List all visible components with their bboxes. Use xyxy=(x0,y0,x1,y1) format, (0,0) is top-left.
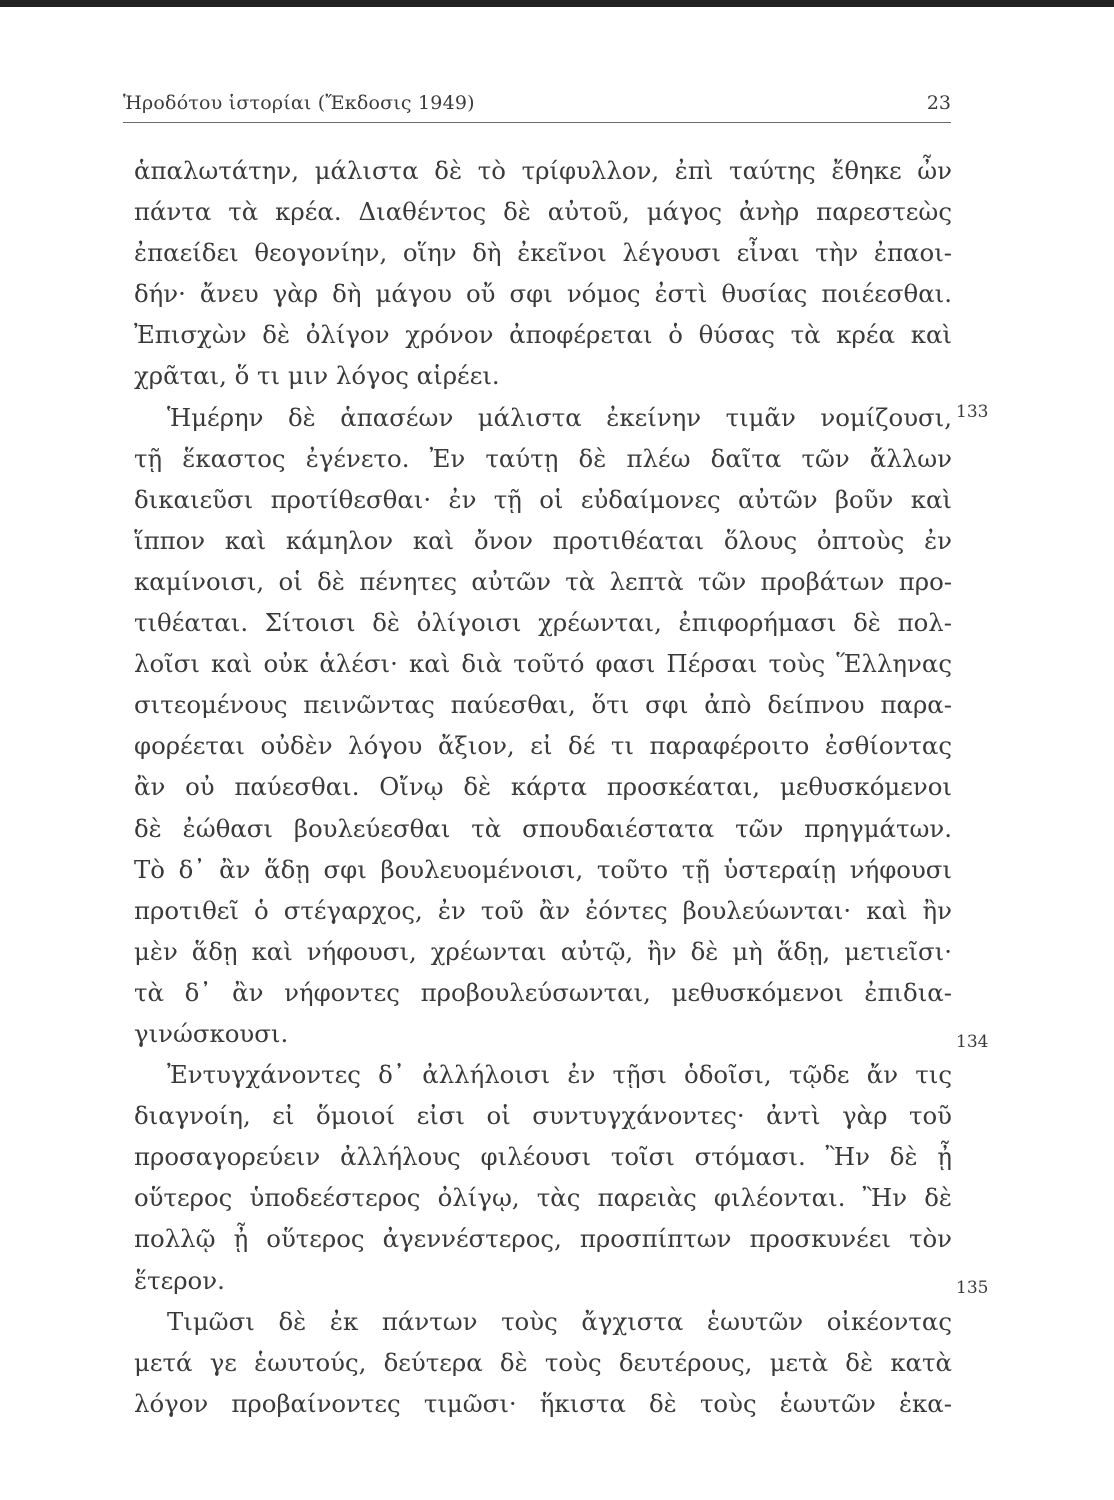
text-line: μετά γε ἑωυτούς, δεύτερα δὲ τοὺς δευτέρους, μετὰ δὲ κατὰ xyxy=(134,1347,952,1377)
text-line: ἵππον καὶ κάμηλον καὶ ὄνον προτιθέαται ὅλους ὀπτοὺς ἐν xyxy=(134,525,952,555)
text-line: Ἐντυγχάνοντες δ᾿ ἀλλήλοισι ἐν τῇσι ὁδοῖσι, τῷδε ἄν τις xyxy=(167,1060,952,1090)
header-title: Ἡροδότου ἱστορίαι (Ἔκδοσις 1949) xyxy=(123,92,475,114)
text-line: λοῖσι καὶ οὐκ ἁλέσι· καὶ διὰ τοῦτό φασι Πέρσαι τοὺς Ἕλληνας xyxy=(134,649,952,679)
text-line: Τιμῶσι δὲ ἐκ πάντων τοὺς ἄγχιστα ἑωυτῶν οἰκέοντας xyxy=(167,1306,952,1336)
text-line: ἕτερον. xyxy=(134,1265,225,1295)
text-line: λόγον προβαίνοντες τιμῶσι· ἥκιστα δὲ τοὺς ἑωυτῶν ἑκα- xyxy=(134,1388,952,1418)
text-line: δικαιεῦσι προτίθεσθαι· ἐν τῇ οἱ εὐδαίμονες αὐτῶν βοῦν καὶ xyxy=(134,484,952,514)
page-number: 23 xyxy=(926,92,951,114)
text-line: χρᾶται, ὅ τι μιν λόγος αἱρέει. xyxy=(134,361,500,391)
text-line: τῇ ἕκαστος ἐγένετο. Ἐν ταύτῃ δὲ πλέω δαῖτα τῶν ἄλλων xyxy=(134,443,952,473)
text-line: ἁπαλωτάτην, μάλιστα δὲ τὸ τρίφυλλον, ἐπὶ ταύτης ἔθηκε ὦν xyxy=(134,156,952,185)
text-line: προσαγορεύειν ἀλλήλους φιλέουσι τοῖσι στόμασι. Ἢν δὲ ᾖ xyxy=(134,1142,952,1172)
text-line: σιτεομένους πεινῶντας παύεσθαι, ὅτι σφι ἀπὸ δείπνου παρα- xyxy=(134,690,952,720)
text-line: προτιθεῖ ὁ στέγαρχος, ἐν τοῦ ἂν ἐόντες βουλεύωνται· καὶ ἢν xyxy=(134,895,952,925)
text-line: τὰ δ᾿ ἂν νήφοντες προβουλεύσωνται, μεθυσκόμενοι ἐπιδια- xyxy=(134,977,952,1007)
text-line: πάντα τὰ κρέα. Διαθέντος δὲ αὐτοῦ, μάγος ἀνὴρ παρεστεὼς xyxy=(134,197,952,227)
text-line: φορέεται οὐδὲν λόγου ἄξιον, εἰ δέ τι παραφέροιτο ἐσθίοντας xyxy=(134,731,952,761)
text-line: ἐπαείδει θεογονίην, οἵην δὴ ἐκεῖνοι λέγουσι εἶναι τὴν ἐπαοι- xyxy=(134,238,952,268)
text-line: μὲν ἅδῃ καὶ νήφουσι, χρέωνται αὐτῷ, ἢν δὲ μὴ ἅδῃ, μετιεῖσι· xyxy=(134,936,952,966)
text-line: καμίνοισι, οἱ δὲ πένητες αὐτῶν τὰ λεπτὰ τῶν προβάτων προ- xyxy=(134,566,952,596)
section-number: 134 xyxy=(956,1032,989,1052)
scan-top-edge xyxy=(0,0,1114,7)
section-number: 133 xyxy=(956,402,989,422)
running-header xyxy=(123,92,951,123)
text-line: δήν· ἄνευ γὰρ δὴ μάγου οὔ σφι νόμος ἐστὶ θυσίας ποιέεσθαι. xyxy=(134,279,952,309)
text-line: δὲ ἐώθασι βουλεύεσθαι τὰ σπουδαιέστατα τῶν πρηγμάτων. xyxy=(134,813,952,843)
text-line: τιθέαται. Σίτοισι δὲ ὀλίγοισι χρέωνται, ἐπιφορήμασι δὲ πολ- xyxy=(134,608,952,638)
section-number: 135 xyxy=(956,1278,989,1298)
text-line: Ἐπισχὼν δὲ ὀλίγον χρόνον ἀποφέρεται ὁ θύσας τὰ κρέα καὶ xyxy=(134,320,952,350)
text-line: γινώσκουσι. xyxy=(134,1018,289,1048)
text-line: Ἡμέρην δὲ ἁπασέων μάλιστα ἐκείνην τιμᾶν νομίζουσι, xyxy=(167,402,952,432)
text-line: οὕτερος ὑποδεέστερος ὀλίγῳ, τὰς παρειὰς φιλέονται. Ἢν δὲ xyxy=(134,1183,952,1213)
text-line: πολλῷ ᾖ οὕτερος ἀγεννέστερος, προσπίπτων προσκυνέει τὸν xyxy=(134,1224,952,1254)
text-line: Τὸ δ᾿ ἂν ἅδῃ σφι βουλευομένοισι, τοῦτο τῇ ὑστεραίῃ νήφουσι xyxy=(134,854,952,884)
text-line: ἂν οὐ παύεσθαι. Οἴνῳ δὲ κάρτα προσκέαται, μεθυσκόμενοι xyxy=(134,772,952,802)
text-line: διαγνοίη, εἰ ὅμοιοί εἰσι οἱ συντυγχάνοντες· ἀντὶ γὰρ τοῦ xyxy=(134,1101,952,1131)
body-text xyxy=(134,150,952,1424)
